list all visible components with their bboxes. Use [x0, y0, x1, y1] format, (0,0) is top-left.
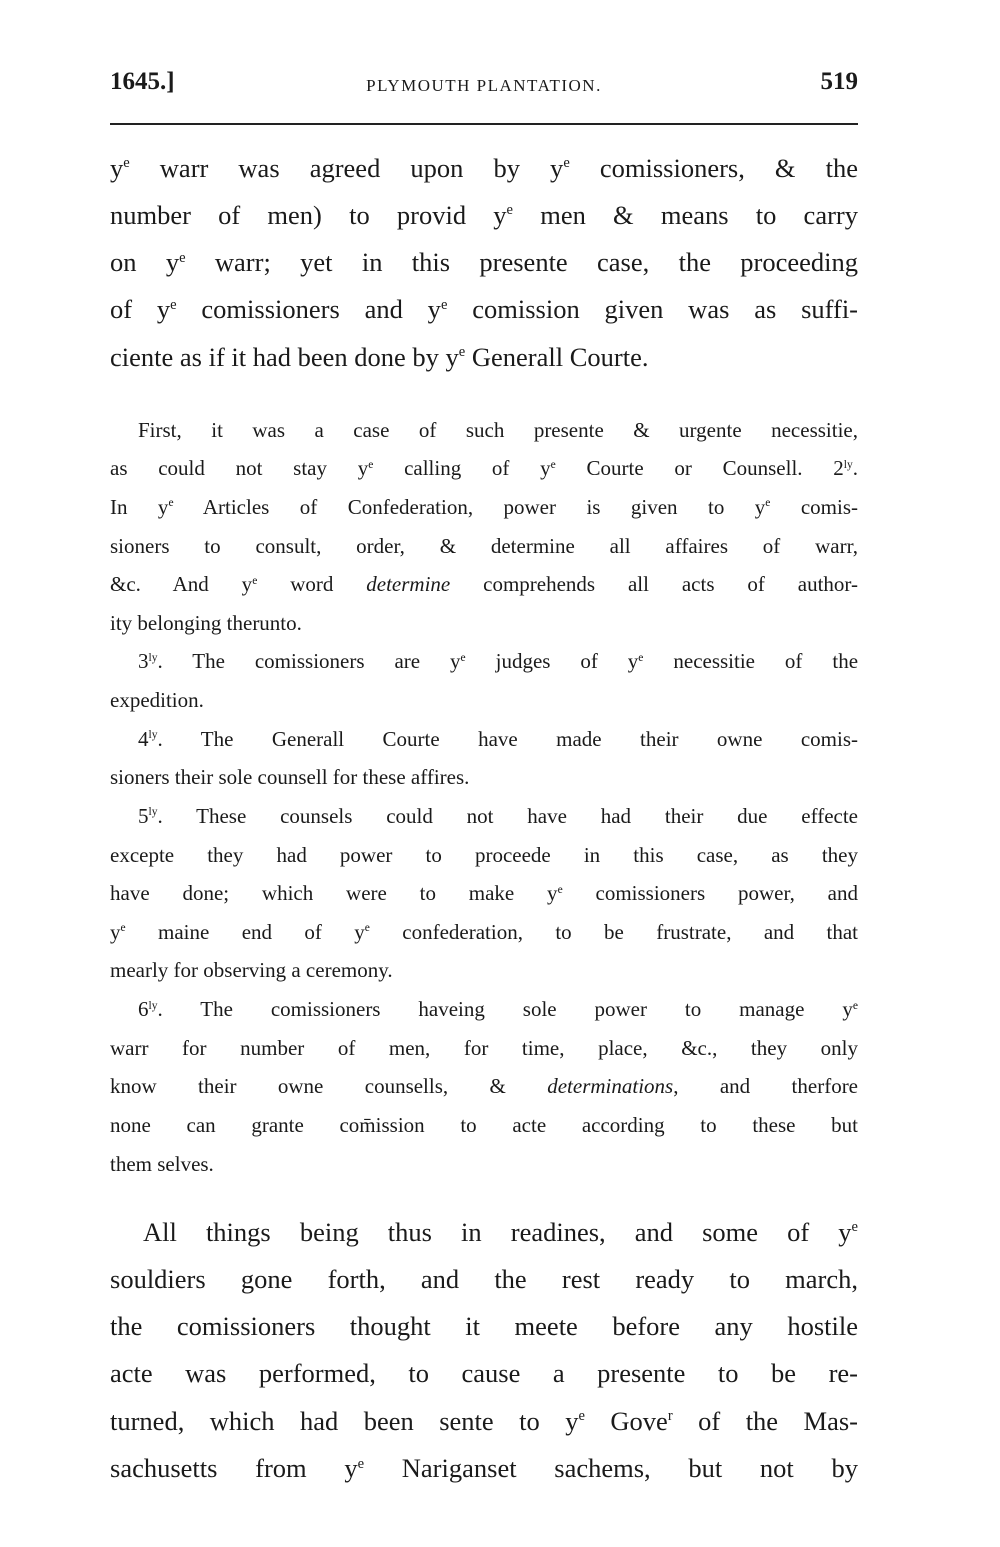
text-line: sachusetts from $y^e$ Nariganset sachems, but not by	[110, 1452, 858, 1483]
superscript: e	[638, 651, 644, 664]
superscript: ly	[148, 806, 158, 819]
superscript: e	[368, 458, 374, 471]
superscript: e	[170, 296, 177, 313]
text-line: number of men) to provid $y^e$ men & means to carry	[110, 199, 858, 230]
superscript: ly	[148, 999, 158, 1012]
text-line: on $y^e$ warr; yet in this presente case, the proceeding	[110, 247, 859, 278]
superscript: e	[851, 1219, 858, 1236]
page-number: 519	[820, 68, 858, 95]
text-line: All things being thus in readines, and some of $y^e$	[143, 1216, 858, 1247]
header-year: 1645.]	[110, 68, 175, 95]
text-line: ciente as if it had been done by $y^e$ Generall Courte.	[110, 341, 649, 372]
superscript: e	[578, 1408, 585, 1425]
text-line: $y^e$ maine end of $y^e$ confederation, to be frustrate, and that	[110, 919, 859, 944]
superscript: e	[852, 999, 858, 1012]
text-line: expedition.	[110, 688, 204, 713]
text-line: souldiers gone forth, and the rest ready to march,	[110, 1263, 858, 1294]
text-line: $5^{ly}$. These counsels could not have had their due effecte	[138, 803, 858, 828]
text-line: sioners to consult, order, & determine all affaires of warr,	[110, 533, 858, 558]
text-line: acte was performed, to cause a presente to be re-	[110, 1358, 858, 1389]
superscript: e	[765, 497, 771, 510]
superscript: ly	[843, 458, 853, 471]
superscript: e	[357, 1455, 365, 1472]
superscript: e	[506, 202, 513, 219]
superscript: ly	[148, 651, 158, 664]
text-line: excepte they had power to proceede in this case, as they	[110, 842, 858, 867]
text-line: of $y^e$ comissioners and $y^e$ comission given was as suffi-	[110, 294, 859, 325]
text-line: have done; which were to make $y^e$ comissioners power, and	[110, 881, 858, 906]
superscript: e	[252, 574, 258, 587]
header-title: PLYMOUTH PLANTATION.	[366, 76, 602, 95]
superscript: e	[563, 155, 570, 172]
text-line: the comissioners thought it meete before any hostile	[110, 1311, 858, 1342]
text-line: turned, which had been sente to $y^e$ Gove$^r$ of the Mas-	[110, 1405, 858, 1436]
text-line: In $y^e$ Articles of Confederation, power is given to $y^e$ comis-	[110, 494, 859, 519]
text-line: ity belonging therunto.	[110, 610, 302, 635]
superscript: r	[667, 1408, 673, 1425]
text-line: sioners their sole counsell for these affires.	[110, 765, 470, 790]
italic-text: determine	[366, 572, 451, 597]
text-line: none can grante com̄ission to acte according to these but	[110, 1112, 858, 1137]
text-line: warr for number of men, for time, place, &c., they only	[110, 1035, 858, 1060]
text-line: them selves.	[110, 1151, 214, 1176]
text-line: $3^{ly}$. The comissioners are $y^e$ judges of $y^e$ necessitie of the	[138, 649, 859, 674]
text-line: $6^{ly}$. The comissioners haveing sole power to manage $y^e$	[138, 997, 858, 1022]
superscript: ly	[148, 729, 158, 742]
text-line: $y^e$ warr was agreed upon by $y^e$ comissioners, & the	[110, 152, 858, 183]
header-rule	[110, 123, 858, 125]
running-header	[110, 68, 858, 104]
superscript: e	[168, 497, 174, 510]
text-line: as could not stay $y^e$ calling of $y^e$ Courte or Counsell. $2^{ly}$.	[110, 456, 858, 481]
superscript: e	[123, 155, 130, 172]
superscript: e	[179, 249, 186, 266]
superscript: e	[460, 651, 466, 664]
paragraph-1	[110, 145, 858, 381]
paragraph-2	[110, 411, 858, 1184]
superscript: e	[120, 922, 126, 935]
superscript: e	[458, 344, 466, 361]
superscript: e	[550, 458, 556, 471]
text-line: $4^{ly}$. The Generall Courte have made their owne comis-	[138, 726, 858, 751]
superscript: e	[440, 296, 448, 313]
superscript: e	[557, 883, 563, 896]
paragraph-3	[110, 1209, 858, 1493]
text-line: &c. And $y^e$ word determine comprehends all acts of author-	[110, 572, 858, 597]
text-line: mearly for observing a ceremony.	[110, 958, 393, 983]
text-line: First, it was a case of such presente & urgente necessitie,	[138, 417, 858, 442]
text-line: know their owne counsells, & determinations, and therfore	[110, 1074, 859, 1099]
superscript: e	[364, 922, 370, 935]
italic-text: determinations	[547, 1074, 674, 1099]
